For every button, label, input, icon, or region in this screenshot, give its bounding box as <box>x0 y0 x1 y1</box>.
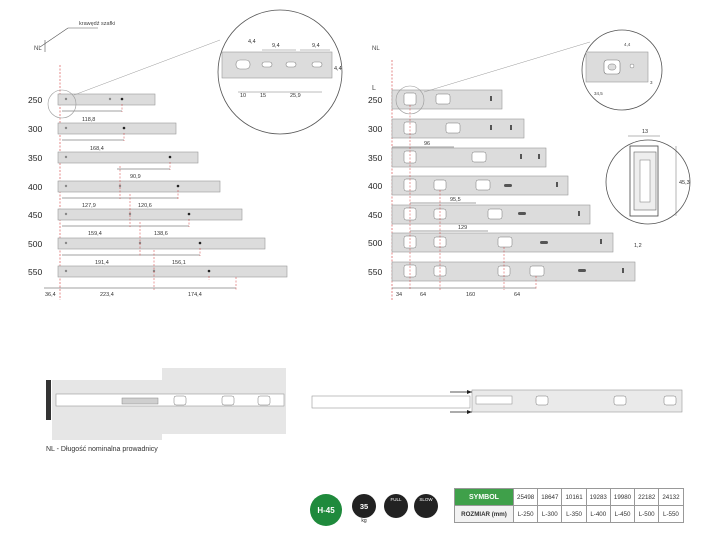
left-size-550: 550 <box>28 267 43 277</box>
load-value: 35 <box>352 494 376 518</box>
right-dim-95: 95,5 <box>450 197 461 203</box>
size-header: ROZMIAR (mm) <box>455 506 514 523</box>
zoom-dim-7: 25,9 <box>290 93 301 99</box>
left-dim-bot1: 36,4 <box>45 292 56 298</box>
profile-width: 13 <box>642 129 649 135</box>
right-dim-129: 129 <box>458 225 468 231</box>
symbol-cell: 10161 <box>562 489 586 506</box>
right-size-450: 450 <box>368 210 383 220</box>
load-badge <box>350 494 378 526</box>
zoom-dim-2: 9,4 <box>272 43 280 49</box>
zoom-dim-6: 15 <box>260 93 267 99</box>
left-size-300: 300 <box>28 124 43 134</box>
right-dim-96: 96 <box>424 141 431 147</box>
zoom-dim-4: 4,4 <box>334 66 342 72</box>
left-size-400: 400 <box>28 182 43 192</box>
left-dim-bot3: 174,4 <box>188 292 202 298</box>
nl-note: NL - Długość nominalna prowadnicy <box>46 446 158 453</box>
cabinet-edge-label: krawędź szafki <box>79 21 116 27</box>
size-cell: L-300 <box>538 506 562 523</box>
symbol-cell: 22182 <box>635 489 659 506</box>
left-size-350: 350 <box>28 153 43 163</box>
table-row <box>455 506 684 523</box>
left-dim-500b: 156,1 <box>172 260 186 266</box>
zoom-dim-1: 4,4 <box>248 39 256 45</box>
right-dim-bot1: 34 <box>396 292 403 298</box>
left-size-500: 500 <box>28 239 43 249</box>
left-dim-450b: 138,6 <box>154 231 168 237</box>
left-dim-300: 168,4 <box>90 146 104 152</box>
symbol-cell: 18647 <box>538 489 562 506</box>
left-dim-350: 90,9 <box>130 174 141 180</box>
spec-table <box>454 488 684 523</box>
left-size-450: 450 <box>28 210 43 220</box>
right-dim-bot2: 64 <box>420 292 427 298</box>
zoom-dim-3: 9,4 <box>312 43 320 49</box>
symbol-cell: 19283 <box>586 489 610 506</box>
left-size-250: 250 <box>28 95 43 105</box>
profile-height: 45,3 <box>679 180 690 186</box>
nl-left-label: NL <box>34 46 42 52</box>
right-diagram <box>368 30 690 300</box>
soft-close-badge <box>414 494 438 526</box>
profile-thickness: 1,2 <box>634 243 642 249</box>
load-unit: kg <box>361 518 367 524</box>
symbol-cell: 19980 <box>610 489 634 506</box>
right-dim-bot3: 160 <box>466 292 476 298</box>
left-diagram <box>28 10 342 300</box>
left-dim-400a: 127,9 <box>82 203 96 209</box>
right-size-300: 300 <box>368 124 383 134</box>
nl-right-label: NL <box>372 46 380 52</box>
left-dim-450a: 159,4 <box>88 231 102 237</box>
left-dim-500a: 191,4 <box>95 260 109 266</box>
right-size-400: 400 <box>368 181 383 191</box>
right-size-500: 500 <box>368 238 383 248</box>
full-extension-badge <box>384 494 408 526</box>
rzoom-dim-a: 4,4 <box>624 42 631 47</box>
left-dim-bot2: 223,4 <box>100 292 114 298</box>
symbol-cell: 25498 <box>514 489 538 506</box>
size-cell: L-250 <box>514 506 538 523</box>
size-cell: L-350 <box>562 506 586 523</box>
size-cell: L-550 <box>659 506 683 523</box>
right-size-250: 250 <box>368 95 383 105</box>
full-extension-icon: FULL <box>384 494 408 518</box>
l-right-label: L <box>372 85 376 92</box>
zoom-dim-5: 10 <box>240 93 247 99</box>
size-cell: L-450 <box>610 506 634 523</box>
right-size-350: 350 <box>368 153 383 163</box>
table-row <box>455 489 684 506</box>
installed-view <box>46 368 286 440</box>
h45-badge: H-45 <box>310 494 342 526</box>
rzoom-dim-c: 3 <box>650 80 653 85</box>
right-size-550: 550 <box>368 267 383 277</box>
symbol-cell: 24132 <box>659 489 683 506</box>
size-cell: L-400 <box>586 506 610 523</box>
right-dim-bot4: 64 <box>514 292 521 298</box>
size-cell: L-500 <box>635 506 659 523</box>
symbol-header: SYMBOL <box>455 489 514 506</box>
left-dim-250: 118,8 <box>82 117 96 123</box>
rzoom-dim-b: 34,5 <box>594 91 603 96</box>
left-dim-400b: 120,6 <box>138 203 152 209</box>
soft-close-icon: SLOW <box>414 494 438 518</box>
extended-view <box>312 390 682 414</box>
